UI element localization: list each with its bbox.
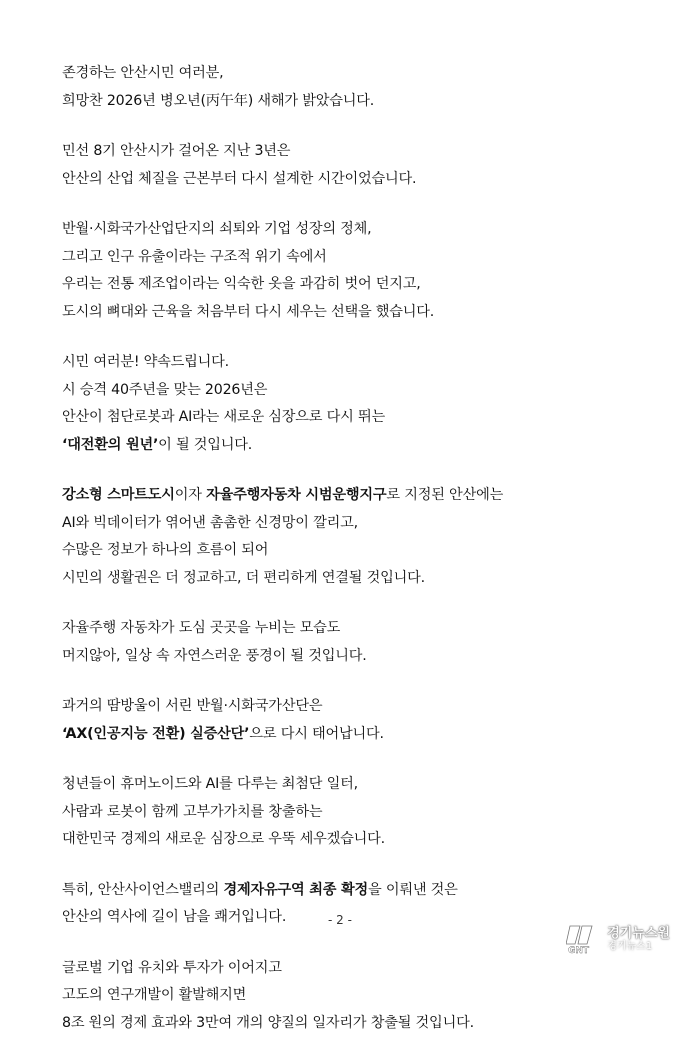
paragraph <box>62 482 662 592</box>
text-segment: 시 승격 40주년을 맞는 2026년은 <box>62 381 268 398</box>
text-segment: 사람과 로봇이 함께 고부가가치를 창출하는 <box>62 803 323 820</box>
paragraph <box>62 693 662 748</box>
emphasis-text: ‘대전환의 원년’ <box>62 436 159 453</box>
text-line <box>62 826 662 854</box>
text-line <box>62 565 662 593</box>
emphasis-text: 자율주행자동차 시범운행지구 <box>206 487 387 503</box>
text-segment: 이 될 것입니다. <box>158 436 253 453</box>
text-line <box>62 482 662 510</box>
text-line <box>62 1010 662 1038</box>
watermark-subtitle: 경기뉴스1 <box>607 940 653 952</box>
text-segment: 시민 여러분! 약속드립니다. <box>62 354 229 370</box>
text-line <box>62 377 662 405</box>
text-line <box>62 615 662 643</box>
text-segment: 이자 <box>174 487 207 503</box>
text-segment: 희망찬 2026년 병오년(丙午年) 새해가 밝았습니다. <box>62 92 375 109</box>
text-line <box>62 271 662 299</box>
paragraph <box>62 615 662 670</box>
text-segment: 존경하는 안산시민 여러분, <box>62 65 224 81</box>
watermark-title: 경기뉴스원 <box>607 925 670 941</box>
text-line <box>62 510 662 538</box>
text-segment: 안산의 역사에 길이 남을 쾌거입니다. <box>62 909 287 925</box>
text-segment: 청년들이 휴머노이드와 AI를 다루는 최첨단 일터, <box>62 776 358 792</box>
text-segment: 반월·시화국가산업단지의 쇠퇴와 기업 성장의 정체, <box>62 221 372 237</box>
text-segment: 안산이 첨단로봇과 AI라는 새로운 심장으로 다시 뛰는 <box>62 409 385 425</box>
text-line <box>62 244 662 272</box>
text-segment: 로 지정된 안산에는 <box>386 487 504 503</box>
paragraph <box>62 955 662 1038</box>
text-segment: 고도의 연구개발이 활발해지면 <box>62 987 247 1003</box>
text-line <box>62 693 662 721</box>
text-line <box>62 299 662 327</box>
text-line <box>62 216 662 244</box>
text-segment: 8조 원의 경제 효과와 3만여 개의 양질의 일자리가 창출될 것입니다. <box>62 1014 474 1031</box>
text-line <box>62 432 662 460</box>
text-line <box>62 771 662 799</box>
text-line <box>62 643 662 671</box>
emphasis-text: 경제자유구역 최종 확정 <box>223 881 369 898</box>
text-segment: 시민의 생활권은 더 정교하고, 더 편리하게 연결될 것입니다. <box>62 569 425 586</box>
svg-text:GNT: GNT <box>568 946 590 954</box>
paragraph <box>62 216 662 326</box>
text-segment: 머지않아, 일상 속 자연스러운 풍경이 될 것입니다. <box>62 647 367 664</box>
text-segment: AI와 빅데이터가 엮어낸 촘촘한 신경망이 깔리고, <box>62 514 358 531</box>
watermark <box>566 924 670 954</box>
text-line <box>62 404 662 432</box>
text-segment: 을 이뤄낸 것은 <box>368 881 458 898</box>
paragraph <box>62 138 662 193</box>
text-line <box>62 982 662 1010</box>
text-line <box>62 721 662 749</box>
text-segment: 특히, 안산사이언스밸리의 <box>62 881 224 898</box>
text-line <box>62 88 662 116</box>
text-line <box>62 349 662 377</box>
gnt-logo-icon <box>566 924 602 954</box>
page-number: - 2 - <box>328 913 352 927</box>
letter-body <box>62 60 662 1060</box>
paragraph <box>62 60 662 115</box>
text-line <box>62 799 662 827</box>
text-line <box>62 955 662 983</box>
text-segment: 우리는 전통 제조업이라는 익숙한 옷을 과감히 벗어 던지고, <box>62 276 421 292</box>
text-segment: 자율주행 자동차가 도심 곳곳을 누비는 모습도 <box>62 620 341 636</box>
emphasis-text: ‘AX(인공지능 전환) 실증산단’ <box>62 725 250 742</box>
text-line <box>62 138 662 166</box>
text-segment: 과거의 땀방울이 서린 반월·시화국가산단은 <box>62 698 323 714</box>
text-line <box>62 537 662 565</box>
text-segment: 안산의 산업 체질을 근본부터 다시 설계한 시간이었습니다. <box>62 170 417 187</box>
text-segment: 대한민국 경제의 새로운 심장으로 우뚝 세우겠습니다. <box>62 831 385 847</box>
text-segment: 수많은 정보가 하나의 흐름이 되어 <box>62 542 269 558</box>
text-line <box>62 166 662 194</box>
emphasis-text: 강소형 스마트도시 <box>62 487 175 503</box>
text-segment: 글로벌 기업 유치와 투자가 이어지고 <box>62 959 282 976</box>
text-line <box>62 60 662 88</box>
text-segment: 그리고 인구 유출이라는 구조적 위기 속에서 <box>62 248 327 265</box>
text-line <box>62 877 662 905</box>
text-segment: 으로 다시 태어납니다. <box>249 725 384 742</box>
text-segment: 민선 8기 안산시가 걸어온 지난 3년은 <box>62 143 291 159</box>
text-segment: 도시의 뼈대와 근육을 처음부터 다시 세우는 선택을 했습니다. <box>62 303 435 320</box>
paragraph <box>62 349 662 459</box>
paragraph <box>62 771 662 854</box>
